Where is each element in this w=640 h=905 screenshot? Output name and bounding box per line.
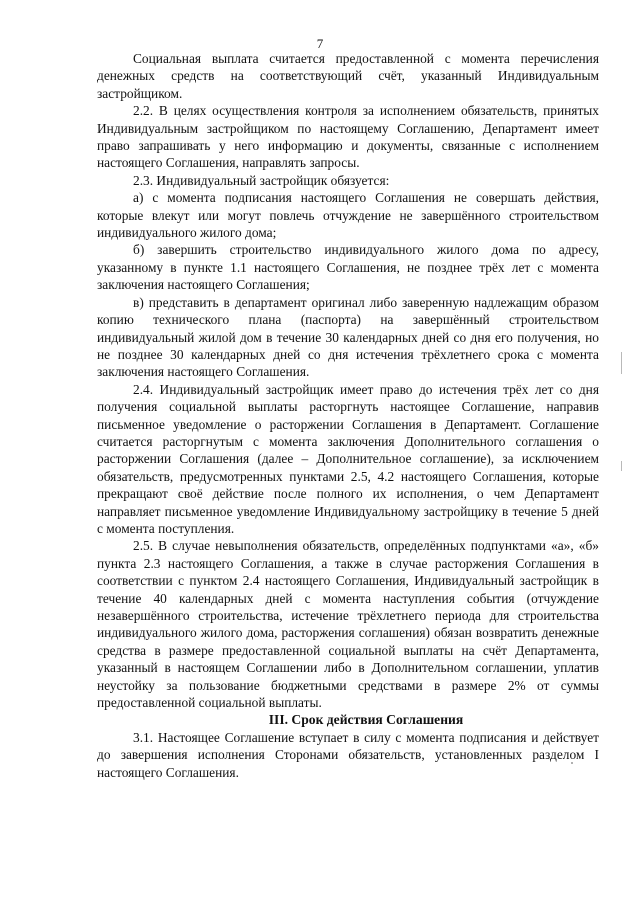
paragraph-2-2: 2.2. В целях осуществления контроля за исполнением обязательств, принятых Индивидуальным застройщиком по настоящему Соглашению, Департамент имеет право запрашивать у него информацию и документы, связанные с исполнением настоящего Соглашения, направлять запросы.: [97, 103, 599, 171]
paragraph-2-4: 2.4. Индивидуальный застройщик имеет право до истечения трёх лет со дня получения социальной выплаты расторгнуть настоящее Соглашение, направив письменное уведомление о расторжении Соглашения в Департамент. Соглашение считается расторгнутым с момента заключения Дополнительного соглашения о расторжении Соглашения (далее – Дополнительное соглашение), за исключением обязательств, предусмотренных пунктами 2.5, 4.2 настоящего Соглашения, которые прекращают своё действие после полного их исполнения, о чем Департамент направляет письменное уведомление Индивидуальному застройщику в течение 5 дней с момента поступления.: [97, 381, 599, 536]
scan-artifact: [621, 352, 622, 374]
paragraph-2-3-b: б) завершить строительство индивидуального жилого дома по адресу, указанному в пункте 1.1 настоящего Соглашения, не позднее трёх лет с момента заключения настоящего Соглашения;: [97, 242, 599, 293]
page-number: 7: [316, 36, 324, 51]
paragraph-3-1: 3.1. Настоящее Соглашение вступает в силу с момента подписания и действует до завершения исполнения Сторонами обязательств, установленных разделом I настоящего Соглашения.: [97, 729, 599, 780]
paragraph-social-payment: Социальная выплата считается предоставленной с момента перечисления денежных средств на соответствующий счёт, указанный Индивидуальным застройщиком.: [97, 51, 599, 101]
scan-artifact: [571, 762, 573, 764]
scan-artifact: [621, 461, 622, 471]
paragraph-2-3: 2.3. Индивидуальный застройщик обязуется:: [133, 172, 390, 188]
section-heading: III. Срок действия Соглашения: [268, 712, 464, 728]
paragraph-2-3-a: а) с момента подписания настоящего Соглашения не совершать действия, которые влекут или могут повлечь отчуждение не завершённого строительством индивидуального жилого дома;: [97, 190, 599, 241]
paragraph-2-5: 2.5. В случае невыполнения обязательств, определённых подпунктами «а», «б» пункта 2.3 настоящего Соглашения, а также в случае расторжения Соглашения в соответствии с пунктом 2.4 настоящего Соглашения, Индивидуальный застройщик в течение 40 календарных дней с момента наступления события (отчуждение незавершённого строительства, истечение трёхлетнего периода для строительства индивидуального жилого дома, расторжения соглашения) обязан возвратить денежные средства в размере предоставленной социальной выплаты на счёт Департамента, указанный в настоящем Соглашении либо в Дополнительном соглашении, уплатив неустойку за пользование бюджетными средствами в размере 2% от суммы предоставленной социальной выплаты.: [97, 538, 599, 711]
paragraph-2-3-v: в) представить в департамент оригинал либо заверенную надлежащим образом копию технического плана (паспорта) на завершённый строительством индивидуальный жилой дом в течение 30 календарных дней со дня его получения, но не позднее 30 календарных дней со дня истечения трёхлетнего срока с момента заключения настоящего Соглашения.: [97, 294, 599, 380]
document-body: [97, 50, 599, 781]
